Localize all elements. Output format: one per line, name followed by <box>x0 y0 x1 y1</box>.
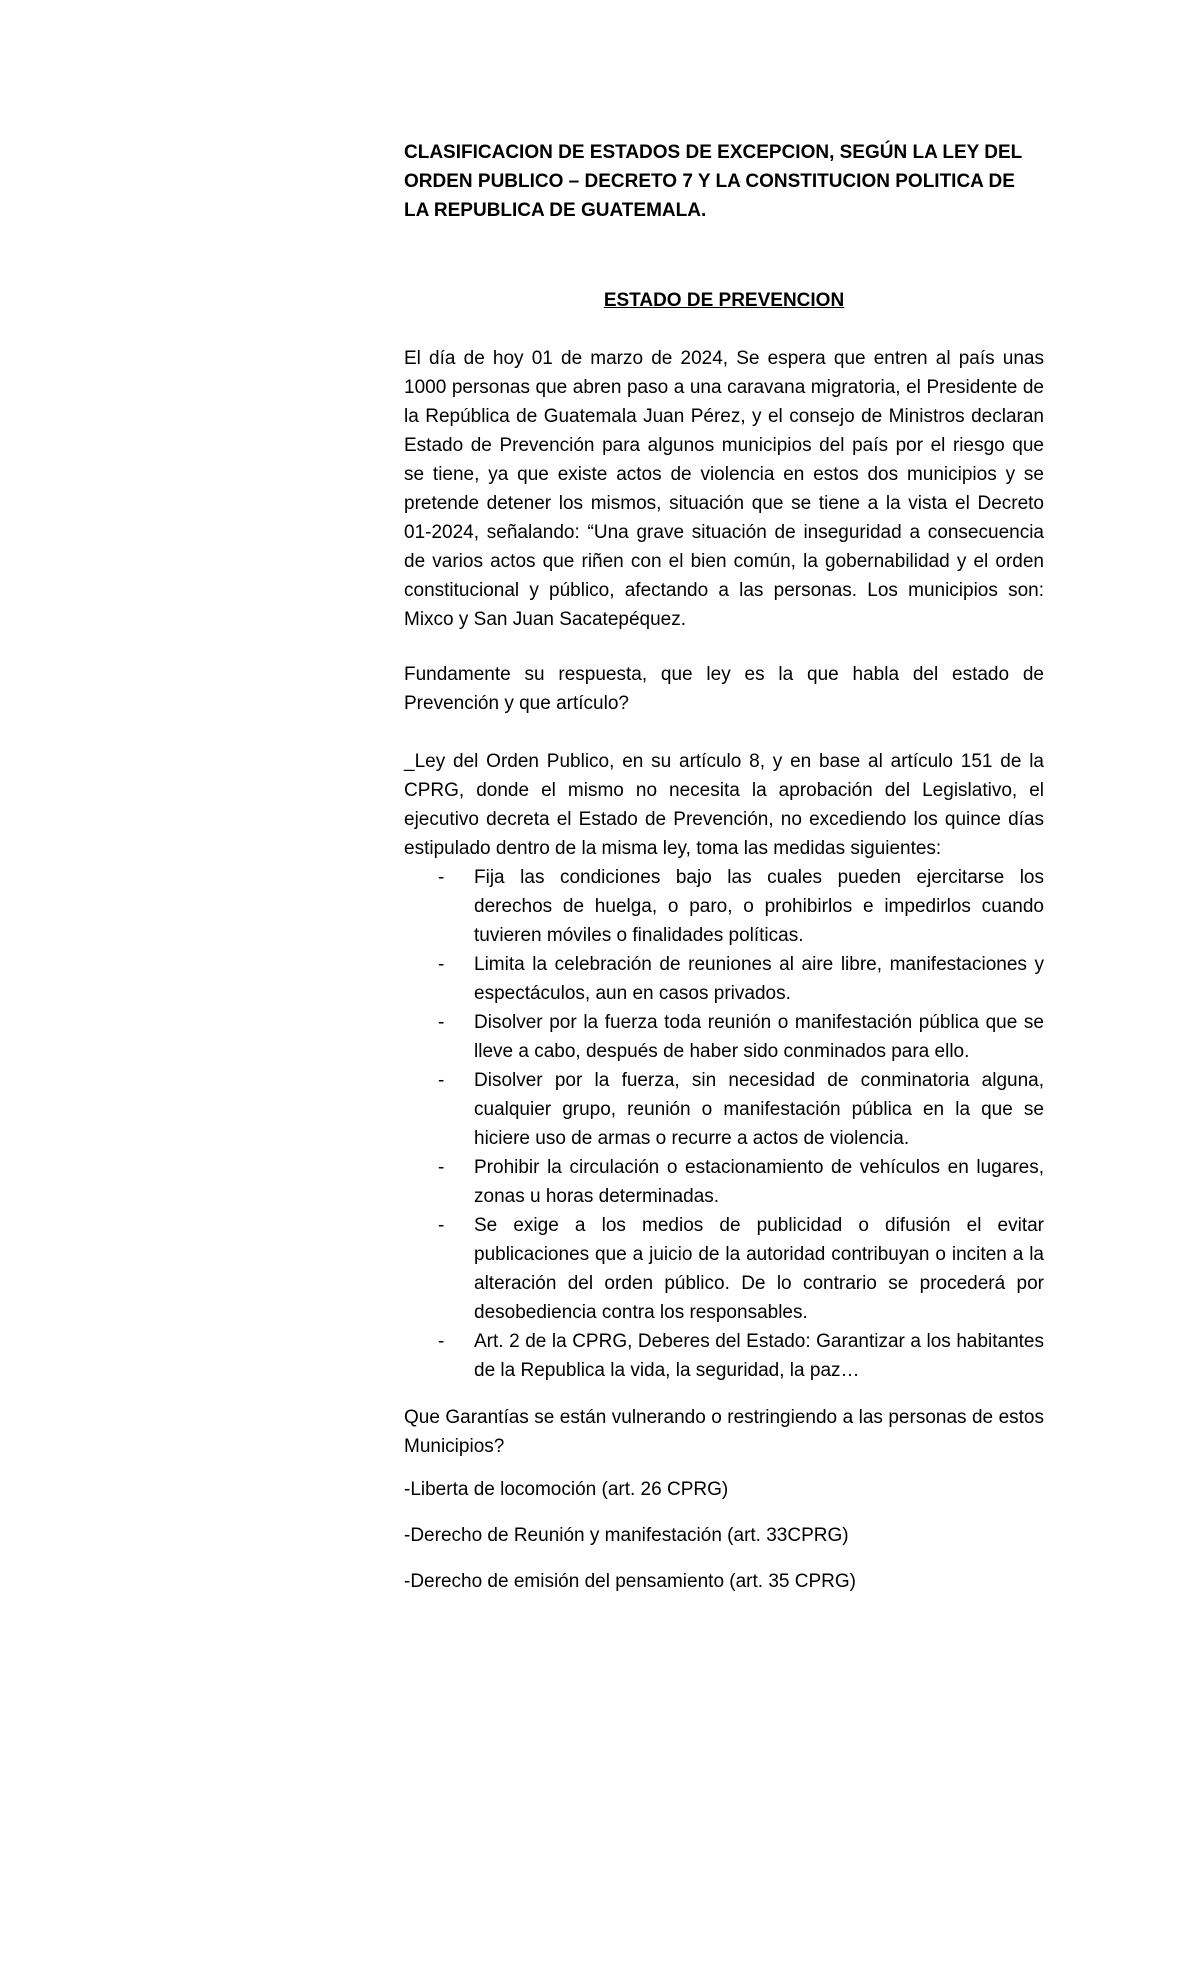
question-2: Que Garantías se están vulnerando o restringiendo a las personas de estos Municipios? <box>404 1407 1044 1457</box>
measure-text: Disolver por la fuerza toda reunión o manifestación pública que se lleve a cabo, después de haber sido conminados para ello. <box>474 1012 1044 1062</box>
list-item <box>404 950 1044 1008</box>
guarantee-locomotion: -Liberta de locomoción (art. 26 CPRG) <box>404 1479 729 1500</box>
list-item <box>404 1211 1044 1327</box>
guarantee-expression: -Derecho de emisión del pensamiento (art. 35 CPRG) <box>404 1571 856 1592</box>
measure-text: Se exige a los medios de publicidad o difusión el evitar publicaciones que a juicio de la autoridad contribuyan o inciten a la alteración del orden público. De lo contrario se procederá por desobediencia contra los responsables. <box>474 1215 1044 1323</box>
list-item <box>404 1327 1044 1385</box>
dash-bullet: - <box>438 867 445 888</box>
list-item <box>404 1153 1044 1211</box>
measure-text: Fija las condiciones bajo las cuales pueden ejercitarse los derechos de huelga, o paro, o prohibirlos e impedirlos cuando tuvieren móviles o finalidades políticas. <box>474 867 1044 946</box>
measure-text: Art. 2 de la CPRG, Deberes del Estado: Garantizar a los habitantes de la Republica la vida, la seguridad, la paz… <box>474 1331 1044 1381</box>
list-item <box>404 1008 1044 1066</box>
dash-bullet: - <box>438 1012 445 1033</box>
question-1: Fundamente su respuesta, que ley es la que habla del estado de Prevención y que artículo? <box>404 664 1044 714</box>
dash-bullet: - <box>438 1157 445 1178</box>
measure-text: Disolver por la fuerza, sin necesidad de conminatoria alguna, cualquier grupo, reunión o manifestación pública en la que se hiciere uso de armas o recurre a actos de violencia. <box>474 1070 1044 1149</box>
document-title: CLASIFICACION DE ESTADOS DE EXCEPCION, SEGÚN LA LEY DEL ORDEN PUBLICO – DECRETO 7 Y LA CONSTITUCION POLITICA DE LA REPUBLICA DE GUATEMALA. <box>404 142 1022 221</box>
dash-bullet: - <box>438 1331 445 1352</box>
section-heading: ESTADO DE PREVENCION <box>603 290 845 311</box>
dash-bullet: - <box>438 1070 445 1091</box>
measure-text: Limita la celebración de reuniones al aire libre, manifestaciones y espectáculos, aun en casos privados. <box>474 954 1044 1004</box>
dash-bullet: - <box>438 954 445 975</box>
measures-list <box>404 863 1044 1385</box>
answer-1-intro: _Ley del Orden Publico, en su artículo 8, y en base al artículo 151 de la CPRG, donde el mismo no necesita la aprobación del Legislativo, el ejecutivo decreta el Estado de Prevención, no excediendo los quince días estipulado dentro de la misma ley, toma las medidas siguientes: <box>404 751 1044 859</box>
list-item <box>404 1066 1044 1153</box>
guarantee-assembly: -Derecho de Reunión y manifestación (art. 33CPRG) <box>404 1525 849 1546</box>
dash-bullet: - <box>438 1215 445 1236</box>
list-item <box>404 863 1044 950</box>
document-page <box>404 138 1044 1592</box>
answer-1 <box>404 747 1044 1385</box>
case-paragraph: El día de hoy 01 de marzo de 2024, Se espera que entren al país unas 1000 personas que abren paso a una caravana migratoria, el Presidente de la República de Guatemala Juan Pérez, y el consejo de Ministros declaran Estado de Prevención para algunos municipios del país por el riesgo que se tiene, ya que existe actos de violencia en estos dos municipios y se pretende detener los mismos, situación que se tiene a la vista el Decreto 01-2024, señalando: “Una grave situación de inseguridad a consecuencia de varios actos que riñen con el bien común, la gobernabilidad y el orden constitucional y público, afectando a las personas. Los municipios son: Mixco y San Juan Sacatepéquez. <box>404 348 1044 630</box>
measure-text: Prohibir la circulación o estacionamiento de vehículos en lugares, zonas u horas determinadas. <box>474 1157 1044 1207</box>
